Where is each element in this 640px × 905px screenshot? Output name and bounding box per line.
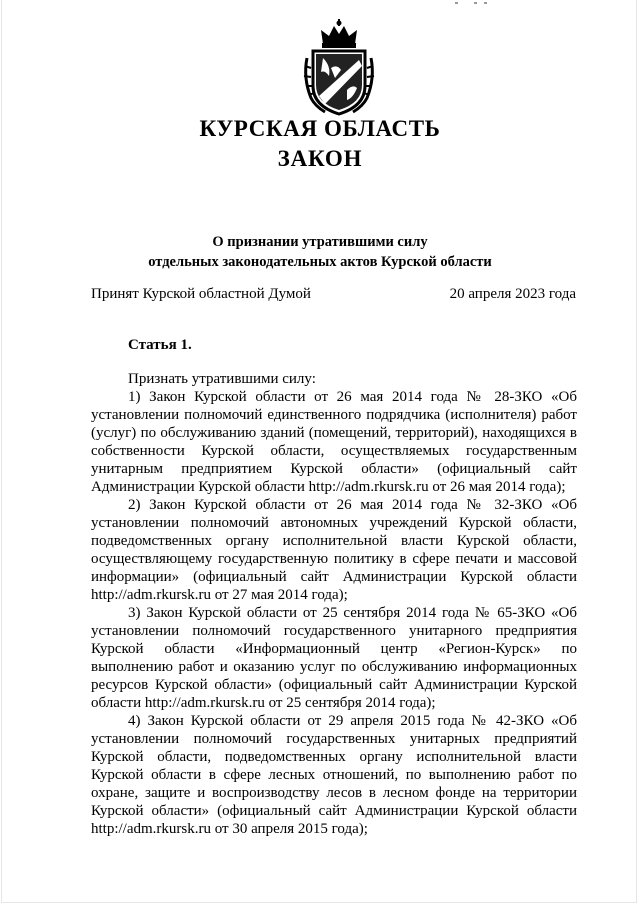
scan-speck — [484, 2, 487, 4]
law-title — [0, 232, 640, 272]
list-item: 2) Закон Курской области от 26 мая 2014 года № 32-ЗКО «Об установлении полномочий автономных учреждений Курской области, подведомственных органу исполнительной власти Курской области, осуществляющему государственную политику в сфере печати и массовой информации» (официальный сайт Администрации Курской области http://adm.rkursk.ru от 27 мая 2014 года); — [91, 497, 577, 603]
article-intro: Признать утратившими силу: — [128, 371, 316, 387]
region-title: КУРСКАЯ ОБЛАСТЬ — [199, 116, 441, 141]
adoption-line — [91, 286, 576, 306]
law-title-line-1: О признании утратившими силу — [212, 234, 428, 250]
law-title-line-2: отдельных законодательных актов Курской области — [148, 254, 492, 270]
list-item: 4) Закон Курской области от 29 апреля 2015 года № 42-ЗКО «Об установлении полномочий государственных унитарных предприятий Курской области, подведомственных органу исполнительной власти Курской области в сфере лесных отношений, по выполнению работ по охране, защите и воспроизводству лесов в лесном фонде на территории Курской области» (официальный сайт Администрации Курской области http://adm.rkursk.ru от 30 апреля 2015 года); — [91, 713, 577, 837]
coat-of-arms-icon — [301, 18, 377, 118]
adoption-date: 20 апреля 2023 года — [449, 286, 576, 302]
article-heading: Статья 1. — [128, 337, 192, 353]
list-item: 3) Закон Курской области от 25 сентября 2014 года № 65-ЗКО «Об установлении полномочий государственного унитарного предприятия Курской области «Информационный центр «Регион-Курск» по выполнению работ и оказанию услуг по обслуживанию информационных ресурсов Курской области» (официальный сайт Администрации Курской области http://adm.rkursk.ru от 25 сентября 2014 года); — [91, 605, 577, 711]
list-item: 1) Закон Курской области от 26 мая 2014 года № 28-ЗКО «Об установлении полномочий единственного подрядчика (исполнителя) работ (услуг) по обслуживанию зданий (помещений, территорий), находящихся в собственности Курской области, осуществляемых государственным унитарным предприятием Курской области» (официальный сайт Администрации Курской области http://adm.rkursk.ru от 26 мая 2014 года); — [91, 389, 577, 495]
article-body — [91, 370, 577, 838]
scan-speck — [474, 2, 477, 4]
scan-speck — [455, 2, 458, 4]
document-type: ЗАКОН — [277, 146, 363, 171]
adopted-by: Принят Курской областной Думой — [91, 286, 311, 302]
